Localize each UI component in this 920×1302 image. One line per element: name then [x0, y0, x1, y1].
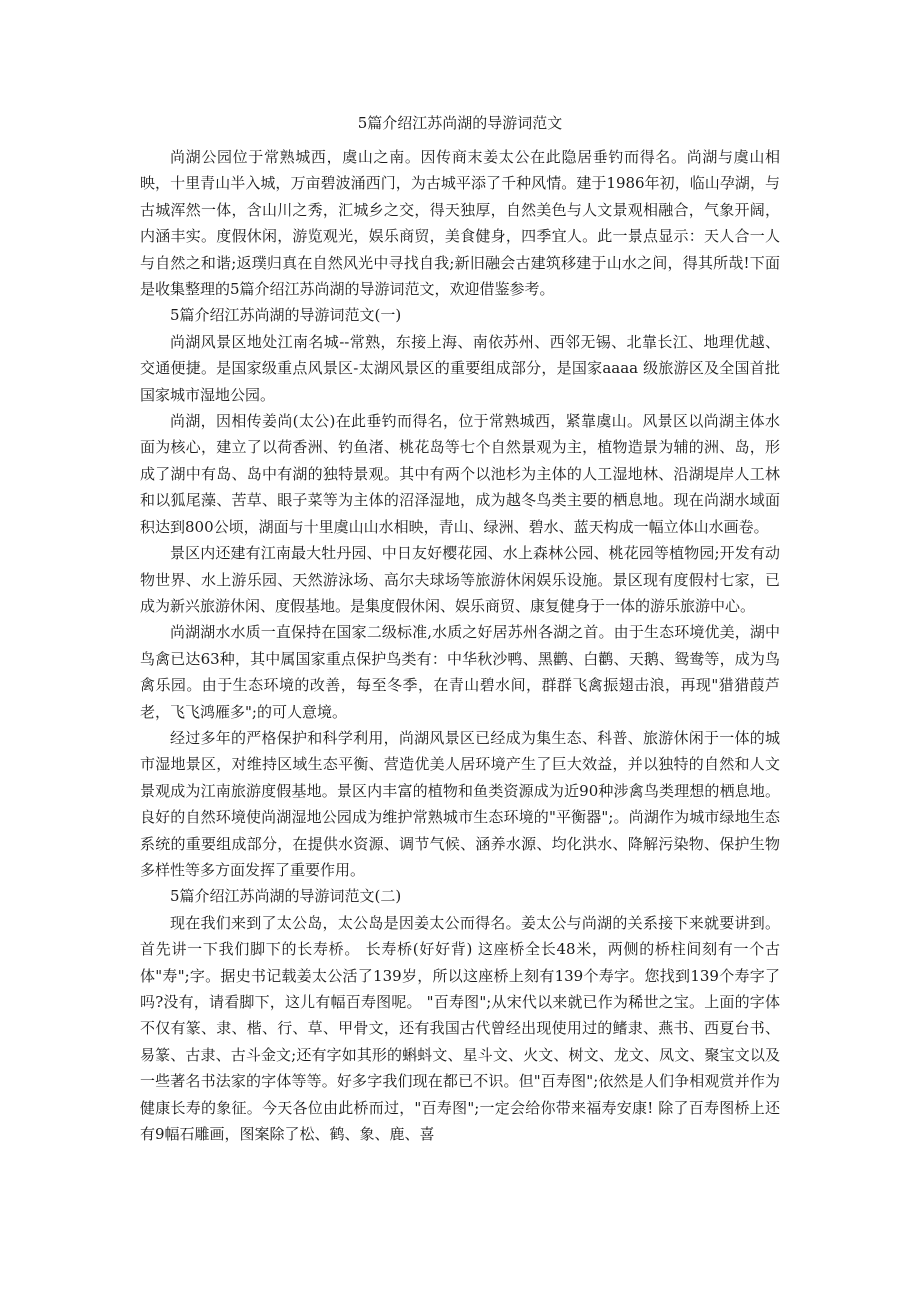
- document-page: [140, 110, 780, 1147]
- section-1-paragraph-3: 景区内还建有江南最大牡丹园、中日友好樱花园、水上森林公园、桃花园等植物园;开发有动物世界、水上游乐园、天然游泳场、高尔夫球场等旅游休闲娱乐设施。景区现有度假村七家，已成为新兴旅游休闲、度假基地。是集度假休闲、娱乐商贸、康复健身于一体的游乐旅游中心。: [140, 544, 780, 615]
- section-1-paragraph-2: 尚湖，因相传姜尚(太公)在此垂钓而得名，位于常熟城西，紧靠虞山。风景区以尚湖主体水面为核心，建立了以荷香洲、钓鱼渚、桃花岛等七个自然景观为主，植物造景为辅的洲、岛，形成了湖中有岛、岛中有湖的独特景观。其中有两个以池杉为主体的人工湿地林、沿湖堤岸人工林和以狐尾藻、苦草、眼子菜等为主体的沼泽湿地，成为越冬鸟类主要的栖息地。现在尚湖水域面积达到800公顷，湖面与十里虞山山水相映，青山、绿洲、碧水、蓝天构成一幅立体山水画卷。: [140, 412, 780, 536]
- section-2-heading: 5篇介绍江苏尚湖的导游词范文(二): [170, 887, 402, 906]
- document-title: 5篇介绍江苏尚湖的导游词范文: [357, 114, 563, 132]
- section-1-heading: 5篇介绍江苏尚湖的导游词范文(一): [170, 306, 402, 325]
- intro-paragraph: 尚湖公园位于常熟城西，虞山之南。因传商末姜太公在此隐居垂钓而得名。尚湖与虞山相映，十里青山半入城，万亩碧波涌西门，为古城平添了千种风情。建于1986年初，临山孕湖，与古城浑然一体，含山川之秀，汇城乡之交，得天独厚，自然美色与人文景观相融合，气象开阔，内涵丰实。度假休闲，游览观光，娱乐商贸，美食健身，四季宜人。此一景点显示：天人合一人与自然之和谐;返璞归真在自然风光中寻找自我;新旧融会古建筑移建于山水之间，得其所哉!下面是收集整理的5篇介绍江苏尚湖的导游词范文，欢迎借鉴参考。: [140, 148, 780, 299]
- section-1-paragraph-5: 经过多年的严格保护和科学利用，尚湖风景区已经成为集生态、科普、旅游休闲于一体的城市湿地景区，对维持区域生态平衡、营造优美人居环境产生了巨大效益，并以独特的自然和人文景观成为江南旅游度假基地。景区内丰富的植物和鱼类资源成为近90种涉禽鸟类理想的栖息地。良好的自然环境使尚湖湿地公园成为维护常熟城市生态环境的"平衡器";。尚湖作为城市绿地生态系统的重要组成部分，在提供水资源、调节气候、涵养水源、均化洪水、降解污染物、保护生物多样性等多方面发挥了重要作用。: [140, 728, 780, 879]
- section-1-paragraph-4: 尚湖湖水水质一直保持在国家二级标准,水质之好居苏州各湖之首。由于生态环境优美，湖中鸟禽已达63种，其中属国家重点保护鸟类有：中华秋沙鸭、黑鹳、白鹳、天鹅、鸳鸯等，成为鸟禽乐园。由于生态环境的改善，每至冬季，在青山碧水间，群群飞禽振翅击浪，再现"猎猎葭芦老，飞飞鸿雁多";的可人意境。: [140, 623, 780, 721]
- section-2-paragraph-1: 现在我们来到了太公岛，太公岛是因姜太公而得名。姜太公与尚湖的关系接下来就要讲到。首先讲一下我们脚下的长寿桥。 长寿桥(好好背) 这座桥全长48米，两侧的桥柱间刻有一个古体"寿";字。据史书记载姜太公活了139岁，所以这座桥上刻有139个寿字。您找到139个寿字了吗?没有，请看脚下，这儿有幅百寿图呢。 "百寿图";从宋代以来就已作为稀世之宝。上面的字体不仅有篆、隶、楷、行、草、甲骨文，还有我国古代曾经出现使用过的鳍隶、燕书、西夏台书、易篆、古隶、古斗金文;还有字如其形的蝌蚪文、星斗文、火文、树文、龙文、凤文、聚宝文以及一些著名书法家的字体等等。好多字我们现在都已不识。但"百寿图";依然是人们争相观赏并作为健康长寿的象征。今天各位由此桥而过，"百寿图";一定会给你带来福寿安康! 除了百寿图桥上还有9幅石雕画，图案除了松、鹤、象、鹿、喜: [140, 913, 780, 1144]
- section-1-paragraph-1: 尚湖风景区地处江南名城--常熟，东接上海、南依苏州、西邻无锡、北靠长江、地理优越、交通便捷。是国家级重点风景区-太湖风景区的重要组成部分，是国家aaaa 级旅游区及全国首批国家城市湿地公园。: [140, 332, 780, 404]
